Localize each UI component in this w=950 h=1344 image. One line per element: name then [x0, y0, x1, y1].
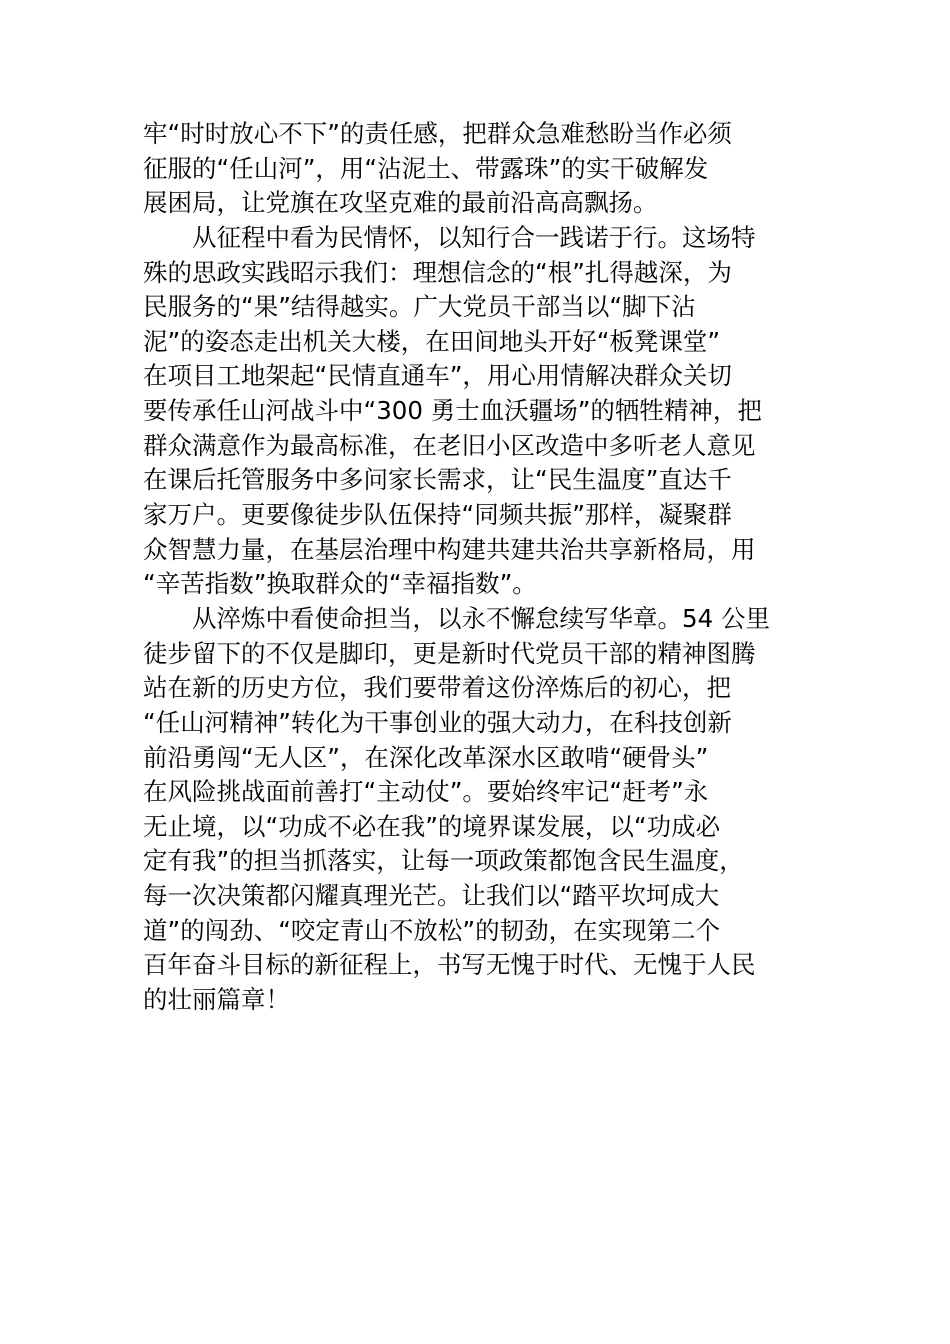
text-line: 民服务的“果”结得越实。广大党员干部当以“脚下沾: [143, 292, 696, 322]
text-line: 前沿勇闯“无人区”，在深化改革深水区敢啃“硬骨头”: [143, 742, 709, 772]
text-line: 征服的“任山河”，用“沾泥土、带露珠”的实干破解发: [143, 153, 709, 183]
text-line: 徒步留下的不仅是脚印，更是新时代党员干部的精神图腾: [143, 638, 756, 668]
text-line: 要传承任山河战斗中“300 勇士血沃疆场”的牺牲精神，把: [143, 396, 762, 426]
text-line: 道”的闯劲、“咬定青山不放松”的韧劲，在实现第二个: [143, 915, 721, 945]
text-line: 牢“时时放心不下”的责任感，把群众急难愁盼当作必须: [143, 119, 732, 148]
text-line: 群众满意作为最高标准，在老旧小区改造中多听老人意见: [143, 430, 756, 460]
text-line: 在风险挑战面前善打“主动仗”。要始终牢记“赶考”永: [143, 777, 709, 807]
text-line: 殊的思政实践昭示我们：理想信念的“根”扎得越深，为: [143, 257, 732, 287]
text-line: 站在新的历史方位，我们要带着这份淬炼后的初心，把: [143, 673, 731, 703]
text-line: 众智慧力量，在基层治理中构建共建共治共享新格局，用: [143, 534, 756, 564]
paragraph-1: [143, 117, 811, 221]
paragraph-2: [143, 221, 811, 602]
text-line: “辛苦指数”换取群众的“幸福指数”。: [143, 569, 537, 599]
text-line: 从淬炼中看使命担当，以永不懈怠续写华章。54 公里: [192, 603, 770, 633]
text-line: 在项目工地架起“民情直通车”，用心用情解决群众关切: [143, 361, 732, 391]
text-line: 展困局，让党旗在攻坚克难的最前沿高高飘扬。: [143, 188, 658, 218]
text-line: 在课后托管服务中多问家长需求，让“民生温度”直达千: [143, 465, 732, 495]
text-line: 定有我”的担当抓落实，让每一项政策都饱含民生温度，: [143, 846, 744, 876]
text-line: “任山河精神”转化为干事创业的强大动力，在科技创新: [143, 707, 732, 737]
text-line: 家万户。更要像徒步队伍保持“同频共振”那样，凝聚群: [143, 500, 732, 530]
text-line: 泥”的姿态走出机关大楼，在田间地头开好“板凳课堂”: [143, 326, 721, 356]
text-line: 从征程中看为民情怀，以知行合一践诺于行。这场特: [192, 222, 756, 252]
paragraph-3: [143, 602, 811, 1018]
text-line: 百年奋斗目标的新征程上，书写无愧于时代、无愧于人民: [143, 950, 756, 980]
text-line: 无止境，以“功成不必在我”的境界谋发展，以“功成必: [143, 811, 721, 841]
text-line: 每一次决策都闪耀真理光芒。让我们以“踏平坎坷成大: [143, 881, 720, 911]
text-line: 的壮丽篇章！: [143, 985, 290, 1015]
document-body: [143, 117, 811, 1018]
